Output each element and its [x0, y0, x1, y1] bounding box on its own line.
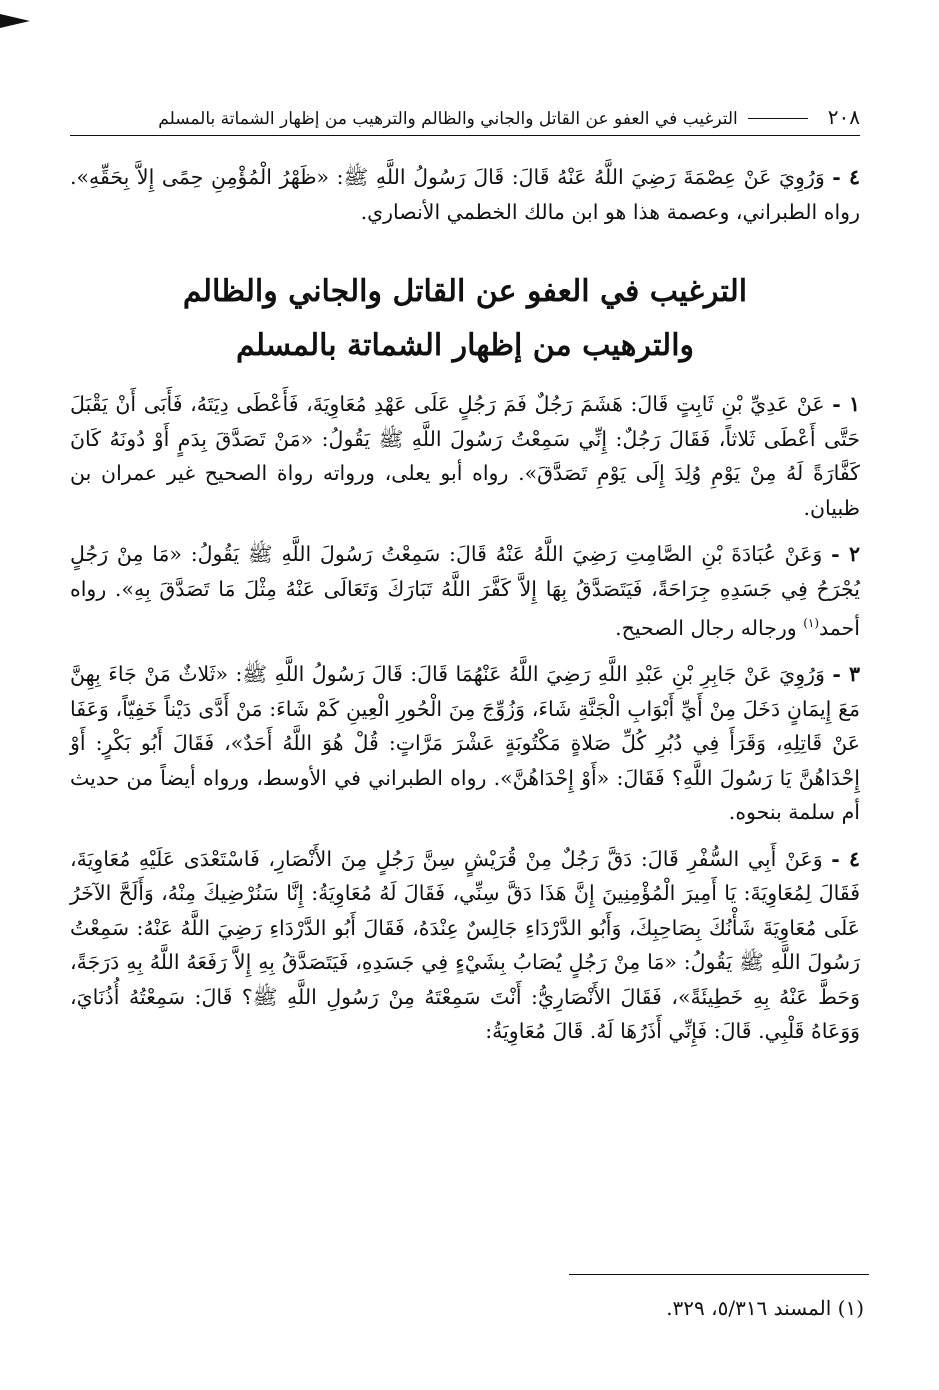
hadith-number: ٤ -	[831, 846, 860, 871]
section-title-line-1: الترغيب في العفو عن القاتل والجاني والظالم	[182, 274, 748, 309]
hadith-text: عَنْ عَدِيِّ بْنِ ثَابِتٍ قَالَ: هَشَمَ رَجُلٌ فَمَ رَجُلٍ عَلَى عَهْدِ مُعَاوِيَةَ، فَأَعْطَى دِيَتَهُ، فَأَبَى أَنْ يَقْبَلَ حَتَّى أَعْطَى ثَلاثاً، فَقَالَ رَجُلٌ: إِنِّي سَمِعْتُ رَسُولَ اللَّهِ ﷺ يَقُولُ: «مَنْ تَصَدَّقَ بِدَمٍ أَوْ دُونَهُ كَانَ كَفَّارَةً لَهُ مِنْ يَوْمِ وُلِدَ إِلَى يَوْمِ تَصَدَّقَ». رواه أبو يعلى، ورواته رواة الصحيح غير عمران بن ظبيان.	[70, 392, 860, 520]
page-number: ٢٠٨	[827, 105, 860, 129]
section-title-line-2: والترهيب من إظهار الشماتة بالمسلم	[235, 328, 695, 363]
hadith-text: وَرُوِيَ عَنْ جَابِرِ بْنِ عَبْدِ اللَّهِ رَضِيَ اللَّهُ عَنْهُمَا قَالَ: قَالَ رَسُولُ اللَّهِ ﷺ: «ثَلاثٌ مَنْ جَاءَ بِهِنَّ مَعَ إِيمَانٍ دَخَلَ مِنْ أَيِّ أَبْوَابِ الْجَنَّةِ شَاءَ، وَزُوِّجَ مِنَ الْحُورِ الْعِينِ كَمْ شَاءَ: مَنْ أَدَّى دَيْناً خَفِيّاً، وَعَفَا عَنْ قَاتِلِهِ، وَقَرَأَ فِي دُبُرِ كُلِّ صَلاةٍ مَكْتُوبَةٍ عَشْرَ مَرَّاتٍ: قُلْ هُوَ اللَّهُ أَحَدٌ»، فَقَالَ أَبُو بَكْرٍ: أَوْ إِحْدَاهُنَّ يَا رَسُولَ اللَّهِ؟ فَقَالَ: «أَوْ إِحْدَاهُنَّ». رواه الطبراني في الأوسط، ورواه أيضاً من حديث أم سلمة بنحوه.	[70, 662, 860, 825]
hadith-text: وَعَنْ عُبَادَةَ بْنِ الصَّامِتِ رَضِيَ اللَّهُ عَنْهُ قَالَ: سَمِعْتُ رَسُولَ اللَّهِ ﷺ يَقُولُ: «مَا مِنْ رَجُلٍ يُجْرَحُ فِي جَسَدِهِ جِرَاحَةً، فَيَتَصَدَّقُ بِهَا إِلاَّ كَفَّرَ اللَّهُ تَبَارَكَ وَتَعَالَى عَنْهُ مِثْلَ مَا تَصَدَّقَ بِهِ». رواه أحمد	[70, 542, 860, 640]
hadith-1	[70, 387, 860, 525]
hadith-number: ٢ -	[831, 542, 860, 566]
hadith-4	[70, 842, 860, 1049]
page	[70, 90, 860, 1049]
footnote-text: المسند ٥/٣١٦، ٣٢٩.	[666, 1296, 832, 1320]
hadith-text: وَعَنْ أَبِي السُّفْرِ قَالَ: دَقَّ رَجُلٌ مِنْ قُرَيْشٍ سِنَّ رَجُلٍ مِنَ الأَنْصَارِ، فَاسْتَعْدَى عَلَيْهِ مُعَاوِيَةَ، فَقَالَ لِمُعَاوِيَةَ: يَا أَمِيرَ الْمُؤْمِنِينَ إِنَّ هَذَا دَقَّ سِنِّي، فَقَالَ لَهُ مُعَاوِيَةُ: إِنَّا سَنُرْضِيكَ مِنْهُ، وَأَلَحَّ الآخَرُ عَلَى مُعَاوِيَةَ شَأْنُكَ بِصَاحِبِكَ، وَأَبُو الدَّرْدَاءِ جَالِسٌ عِنْدَهُ، فَقَالَ أَبُو الدَّرْدَاءِ رَضِيَ اللَّهُ عَنْهُ: سَمِعْتُ رَسُولَ اللَّهِ ﷺ يَقُولُ: «مَا مِنْ رَجُلٍ يُصَابُ بِشَيْءٍ فِي جَسَدِهِ، فَيَتَصَدَّقُ بِهِ إِلاَّ رَفَعَهُ اللَّهُ بِهِ دَرَجَةً، وَحَطَّ عَنْهُ بِهِ خَطِيئَةً»، فَقَالَ الأَنْصَارِيُّ: أَنْتَ سَمِعْتَهُ مِنْ رَسُولِ اللَّهِ ﷺ؟ قَالَ: سَمِعْتُهُ أُذُنَايَ، وَوَعَاهُ قَلْبِي. قَالَ: فَإِنِّي أَذَرُهَا لَهُ. قَالَ مُعَاوِيَةُ:	[70, 846, 860, 1044]
running-header	[70, 90, 860, 136]
running-title: الترغيب في العفو عن القاتل والجاني والظالم والترهيب من إظهار الشماتة بالمسلم	[158, 109, 738, 129]
footnote-marker: (١)	[837, 1296, 864, 1320]
footnote-reference[interactable]: (١)	[803, 616, 820, 630]
hadith-number: ٣ -	[832, 662, 860, 687]
corner-arrow-mark	[0, 14, 30, 28]
footnote-divider	[569, 1274, 869, 1275]
hadith-3	[70, 657, 860, 830]
hadith-2	[70, 537, 860, 645]
hadith-number: ١ -	[832, 392, 860, 416]
section-title	[70, 265, 860, 373]
hadith-text-tail: ورجاله رجال الصحيح.	[615, 615, 804, 640]
intro-hadith	[70, 160, 860, 229]
hadith-number: ٤ -	[832, 165, 860, 189]
header-dash	[748, 118, 808, 119]
hadith-text: وَرُوِيَ عَنْ عِصْمَةَ رَضِيَ اللَّهُ عَنْهُ قَالَ: قَالَ رَسُولُ اللَّهِ ﷺ: «ظَهْرُ الْمُؤْمِنِ حِمًى إِلاَّ بِحَقِّهِ». رواه الطبراني، وعصمة هذا هو ابن مالك الخطمي الأنصاري.	[70, 165, 860, 224]
footnote	[666, 1296, 864, 1320]
